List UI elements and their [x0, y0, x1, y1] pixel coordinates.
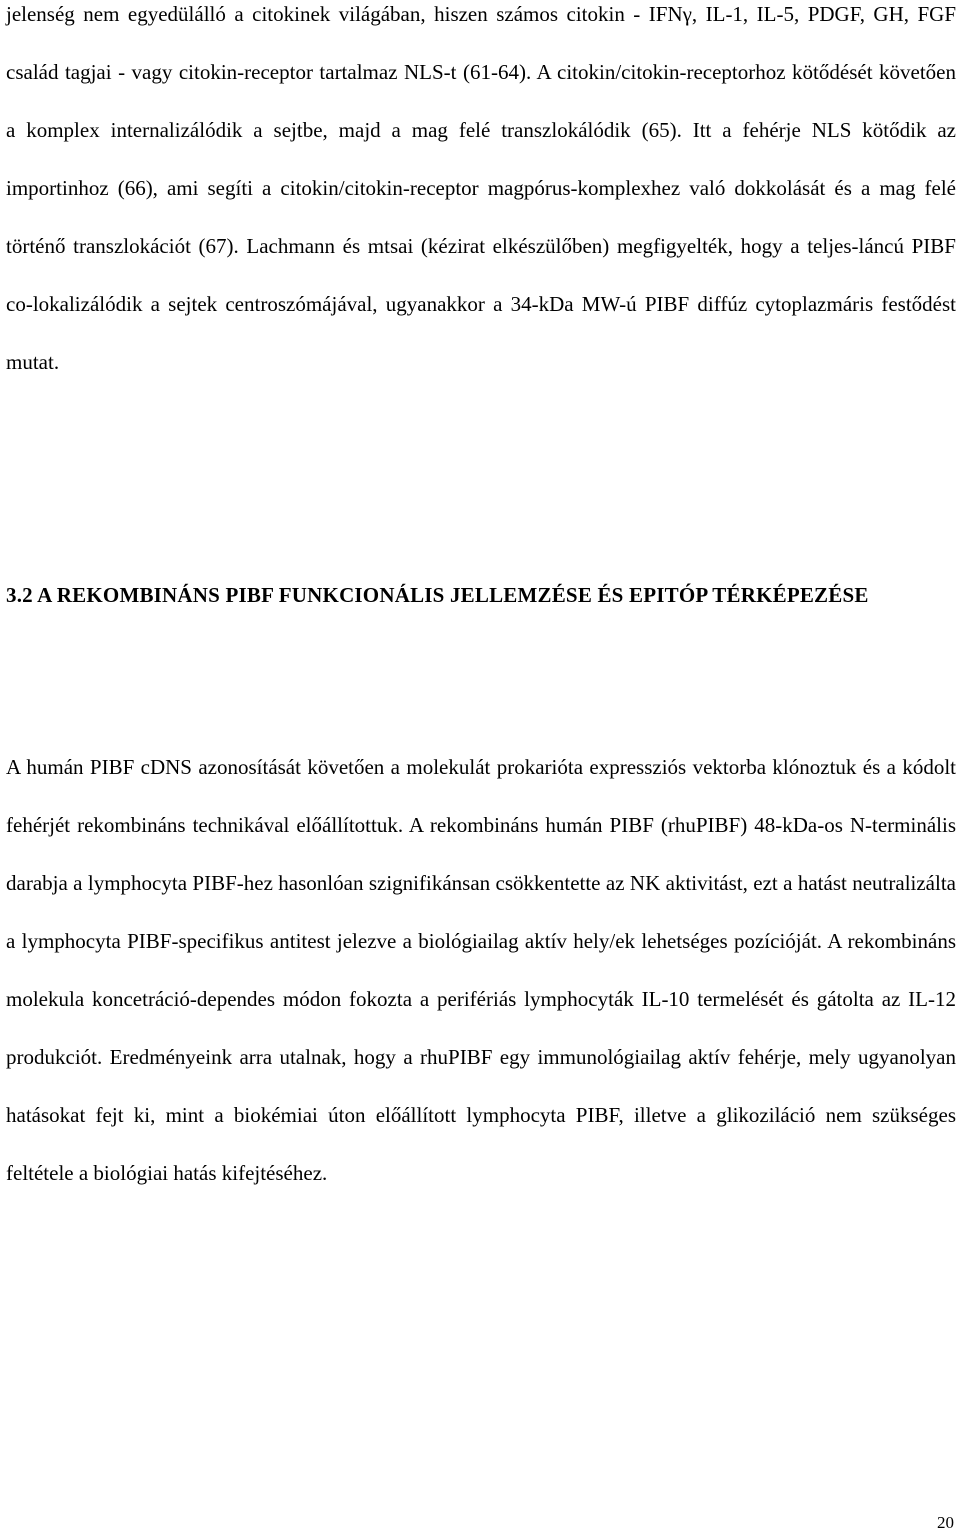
- section-heading: 3.2 A REKOMBINÁNS PIBF FUNKCIONÁLIS JELLEMZÉSE ÉS EPITÓP TÉRKÉPEZÉSE: [6, 583, 869, 607]
- body-paragraph: A humán PIBF cDNS azonosítását követően a molekulát prokarióta expressziós vektorba klónoztuk és a kódolt fehérjét rekombináns technikával előállítottuk. A rekombináns humán PIBF (rhuPIBF) 48-kDa-os N-terminális darabja a lymphocyta PIBF-hez hasonlóan szignifikánsan csökkentette az NK aktivitást, ezt a hatást neutralizálta a lymphocyta PIBF-specifikus antitest jelezve a biológiailag aktív hely/ek lehetséges pozícióját. A rekombináns molekula koncetráció-dependes módon fokozta a perifériás lymphocyták IL-10 termelését és gátolta az IL-12 produkciót. Eredményeink arra utalnak, hogy a rhuPIBF egy immunológiailag aktív fehérje, mely ugyanolyan hatásokat fejt ki, mint a biokémiai úton előállított lymphocyta PIBF, illetve a glikoziláció nem szükséges feltétele a biológiai hatás kifejtéséhez.: [6, 755, 956, 1185]
- body-paragraph: jelenség nem egyedülálló a citokinek világában, hiszen számos citokin - IFNγ, IL-1, IL-5, PDGF, GH, FGF család tagjai - vagy citokin-receptor tartalmaz NLS-t (61-64). A citokin/citokin-receptorhoz kötődését követően a komplex internalizálódik a sejtbe, majd a mag felé transzlokálódik (65). Itt a fehérje NLS kötődik az importinhoz (66), ami segíti a citokin/citokin-receptor magpórus-komplexhez való dokkolását és a mag felé történő transzlokációt (67). Lachmann és mtsai (kézirat elkészülőben) megfigyelték, hogy a teljes-láncú PIBF co-lokalizálódik a sejtek centroszómájával, ugyanakkor a 34-kDa MW-ú PIBF diffúz cytoplazmáris festődést mutat.: [6, 2, 956, 374]
- page-number: 20: [937, 1513, 954, 1532]
